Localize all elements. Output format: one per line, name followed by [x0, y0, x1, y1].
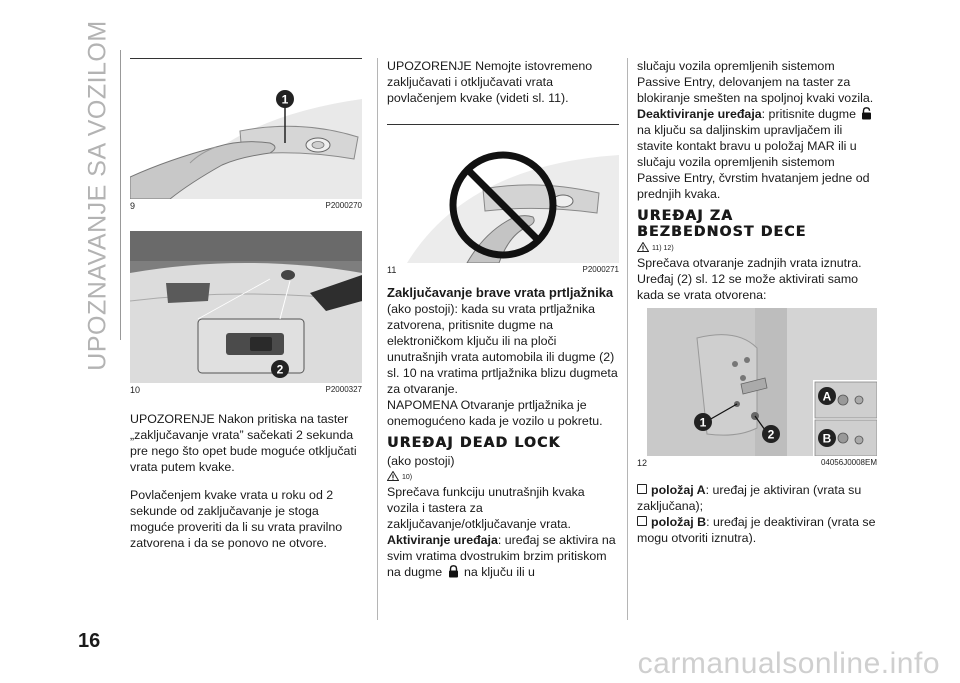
child-safety-warning [637, 242, 877, 252]
fig12-callout-2: 2 [767, 427, 775, 442]
position-b-label: položaj B [651, 515, 707, 529]
child-safety-p1: Sprečava otvaranje zadnjih vrata iznutra. [637, 256, 862, 270]
position-b-item [637, 514, 877, 546]
activation-text-a: : uređaj se aktivira na svim vratima dvostrukim brzim pritiskom na dugme [387, 533, 616, 579]
position-a-item [637, 482, 877, 514]
figure-10-trunk [130, 231, 362, 383]
warning-triangle-icon [637, 242, 649, 252]
figure-9-number: 9 [130, 201, 136, 211]
column-divider-1 [377, 58, 378, 620]
figure-12-number: 12 [637, 458, 648, 468]
position-b-text: : uređaj je deaktiviran (vrata se mogu otvoriti iznutra). [637, 515, 876, 545]
figure-11-caption [387, 265, 619, 275]
child-safety-p2: Uređaj (2) sl. 12 se može aktivirati samo kada se vrata otvorena: [637, 272, 859, 302]
figure-11-code: P2000271 [582, 265, 619, 274]
fig12-callout-B: B [822, 431, 832, 446]
fig9-callout-1: 1 [281, 92, 289, 107]
deactivation-text-b: na ključu sa daljinskim upravljačem ili stavite kontakt bravu u položaj MAR ili u slučaju vozila opremljenih sistemom Passive Entry, čvrstim hvatanjem jedne od prednjih kvaka. [637, 123, 870, 201]
col1-paragraph: Povlačenjem kvake vrata u roku od 2 sekunde od zaključavanje je stoga moguće proveriti da li su vrata pravilno zatvorena i da se ponovo ne otvore. [130, 488, 343, 550]
figure-12-child-lock [637, 308, 877, 456]
figure-10-code: P2000327 [325, 385, 362, 394]
warning-triangle-icon [387, 471, 399, 481]
position-a-label: položaj A [651, 483, 706, 497]
child-safety-heading: UREĐAJ ZA BEZBEDNOST DECE [637, 208, 807, 240]
figure-12-caption [637, 458, 877, 468]
column-divider-2 [627, 58, 628, 620]
figure-9-door-handle [130, 59, 362, 199]
dead-lock-sub: (ako postoji) [387, 454, 455, 468]
col2-warning-text: UPOZORENJE Nemojte istovremeno zaključavati i otključavati vrata povlačenjem kvake (videti sl. 11). [387, 59, 593, 105]
page-number: 16 [78, 630, 101, 652]
deactivation-paragraph [637, 106, 877, 202]
bullet-icon [637, 516, 647, 526]
bullet-icon [637, 484, 647, 494]
figure-9-caption [130, 201, 362, 211]
watermark: carmanualsonline.info [637, 647, 940, 680]
dead-lock-warning [387, 471, 619, 481]
trunk-lock-title: Zaključavanje brave vrata prtljažnika [387, 285, 614, 300]
deactivation-text-a: : pritisnite dugme [761, 107, 860, 121]
col3-continuation: slučaju vozila opremljenih sistemom Passive Entry, delovanjem na taster za blokiranje smešten na spoljnoj kvaki vozila. [637, 59, 874, 105]
dead-lock-heading: UREĐAJ DEAD LOCK [387, 435, 561, 451]
figure-9-code: P2000270 [325, 201, 362, 210]
activation-paragraph [387, 532, 619, 580]
position-a-text: : uređaj je aktiviran (vrata su zaključana); [637, 483, 862, 513]
col2-note: NAPOMENA Otvaranje prtljažnika je onemogućeno kada je vozilo u pokretu. [387, 398, 603, 428]
fig10-callout-2: 2 [276, 362, 284, 377]
lock-icon [448, 565, 459, 578]
dead-lock-warning-ref: 10) [402, 474, 413, 481]
child-safety-warning-ref: 11) 12) [652, 245, 674, 252]
side-divider [120, 50, 121, 340]
figure-11-prohibited [387, 125, 619, 263]
figure-11-number: 11 [387, 265, 397, 275]
column-2 [387, 58, 619, 580]
figure-10-number: 10 [130, 385, 141, 395]
activation-text-b: na ključu ili u [460, 565, 535, 579]
figure-12-code: 04056J0008EM [820, 458, 877, 467]
chapter-title-text: UPOZNAVANJE SA VOZILOM [83, 19, 112, 371]
fig12-callout-A: A [822, 389, 832, 404]
activation-label: Aktiviranje uređaja [387, 533, 498, 547]
unlock-icon [861, 107, 872, 120]
deactivation-label: Deaktiviranje uređaja [637, 107, 762, 121]
col1-warning-text: UPOZORENJE Nakon pritiska na taster „zaključavanje vrata” sačekati 2 sekunda pre nego što opet bude moguće otključati vrata putem kvake. [130, 412, 357, 474]
column-1 [130, 58, 362, 551]
trunk-lock-text: (ako postoji): kada su vrata prtljažnika zatvorena, pritisnite dugme na elektroničkom ključu ili na ploči unutrašnjih vrata automobila ili dugme (2) sl. 10 na vratima prtljažnika blizu dugmeta za otvaranje. [387, 302, 618, 396]
chapter-side-title [82, 19, 114, 371]
figure-10-caption [130, 385, 362, 395]
fig12-callout-1: 1 [699, 415, 707, 430]
trunk-lock-paragraph [387, 285, 619, 397]
dead-lock-text: Sprečava funkciju unutrašnjih kvaka vozila i tastera za zaključavanje/otključavanje vrata. [387, 485, 585, 531]
column-3 [637, 58, 877, 546]
